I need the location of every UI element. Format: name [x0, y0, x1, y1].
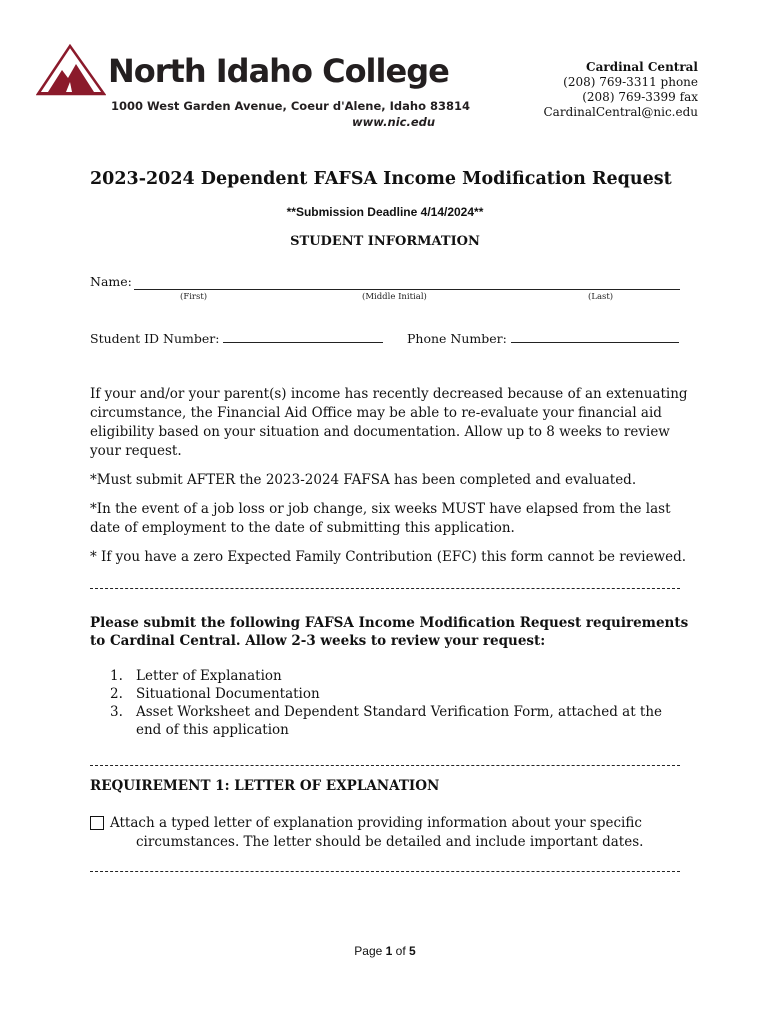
phone-field[interactable]: [407, 330, 679, 346]
phone-label: Phone Number:: [407, 331, 507, 346]
requirement1-heading: REQUIREMENT 1: LETTER OF EXPLANATION: [90, 778, 440, 794]
college-website[interactable]: www.nic.edu: [352, 115, 436, 129]
student-id-underline[interactable]: [223, 330, 383, 343]
divider: [90, 765, 680, 766]
list-item: 2. Situational Documentation: [110, 686, 320, 702]
requirement1-text: Attach a typed letter of explanation providing information about your specific circumstances. The letter should be detailed and include important dates.: [110, 815, 644, 850]
name-first-caption: (First): [180, 292, 208, 302]
college-name: North Idaho College: [108, 52, 449, 90]
phone-underline[interactable]: [511, 330, 679, 343]
note-job-loss: *In the event of a job loss or job change, six weeks MUST have elapsed from the last date of employment to the date of submitting this application.: [90, 501, 671, 536]
list-item: 3. Asset Worksheet and Dependent Standard Verification Form, attached at the end of this application: [110, 704, 663, 738]
form-title: 2023-2024 Dependent FAFSA Income Modification Request: [90, 169, 672, 189]
name-label: Name:: [90, 274, 132, 289]
student-id-field[interactable]: [90, 330, 383, 346]
note-after-fafsa: *Must submit AFTER the 2023-2024 FAFSA has been completed and evaluated.: [90, 472, 637, 488]
list-item: 1. Letter of Explanation: [110, 668, 282, 684]
name-underline[interactable]: [134, 289, 680, 290]
contact-fax: (208) 769-3399 fax: [582, 90, 698, 104]
divider: [90, 871, 680, 872]
contact-email[interactable]: CardinalCentral@nic.edu: [543, 105, 698, 119]
page-number: Page 1 of 5: [354, 944, 416, 958]
contact-block: [544, 60, 699, 120]
name-last-caption: (Last): [588, 292, 614, 302]
student-id-label: Student ID Number:: [90, 331, 220, 346]
college-logo-icon: [36, 44, 106, 96]
note-efc: * If you have a zero Expected Family Contribution (EFC) this form cannot be reviewed.: [90, 549, 687, 565]
name-field[interactable]: [90, 274, 680, 294]
divider: [90, 588, 680, 589]
name-middle-caption: (Middle Initial): [362, 292, 427, 302]
contact-office: Cardinal Central: [586, 60, 698, 74]
college-address: 1000 West Garden Avenue, Coeur d'Alene, Idaho 83814: [111, 99, 470, 113]
contact-phone: (208) 769-3311 phone: [563, 75, 698, 89]
intro-paragraph: If your and/or your parent(s) income has recently decreased because of an extenuating circumstance, the Financial Aid Office may be able to re-evaluate your financial aid eligibility based on your situation and documentation. Allow up to 8 weeks to review your request.: [90, 386, 688, 459]
student-info-heading: STUDENT INFORMATION: [290, 234, 480, 249]
letter-explanation-checkbox[interactable]: [90, 816, 104, 830]
requirements-list: [110, 667, 690, 739]
submission-deadline: **Submission Deadline 4/14/2024**: [286, 205, 484, 219]
requirements-intro: Please submit the following FAFSA Income Modification Request requirements to Cardinal Central. Allow 2-3 weeks to review your request:: [90, 615, 689, 649]
